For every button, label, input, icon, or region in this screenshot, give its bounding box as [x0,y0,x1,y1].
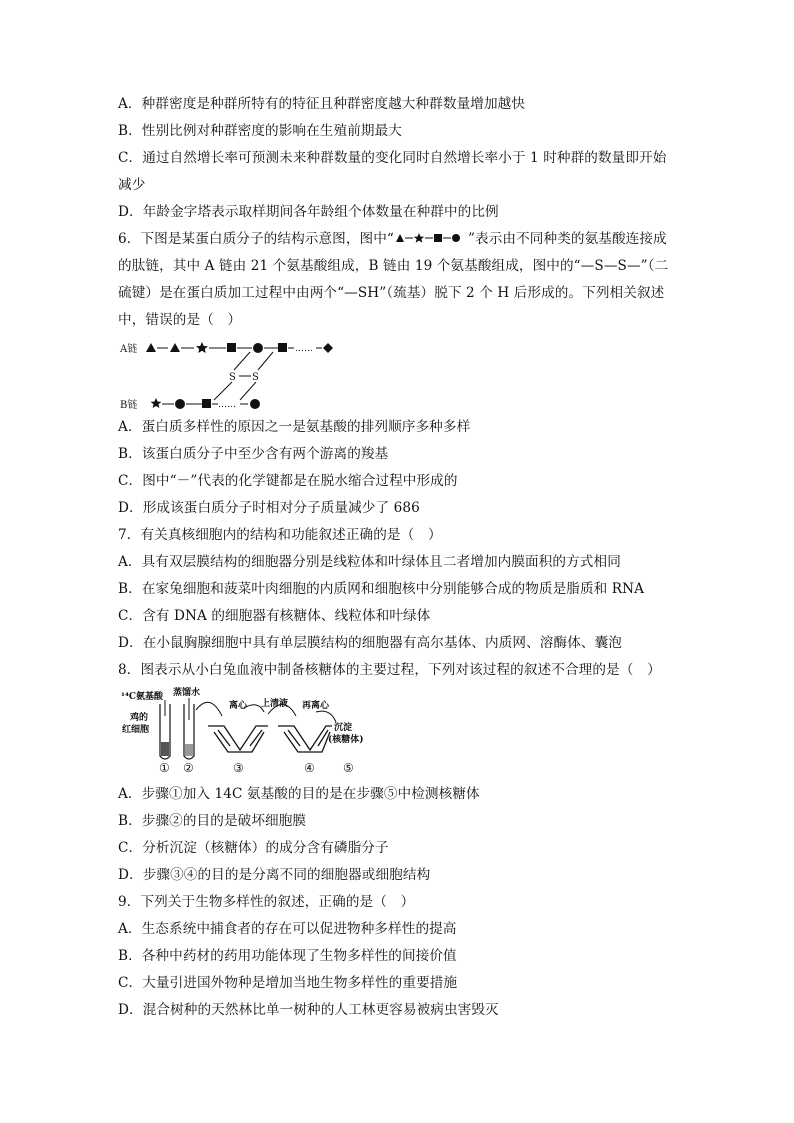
q7-option-c: C．含有 DNA 的细胞器有核糖体、线粒体和叶绿体 [118,608,431,624]
circle-residue-icon [253,343,263,353]
centrifuge-4 [278,726,332,752]
q9-stem: 9．下列关于生物多样性的叙述，正确的是（ ） [118,894,415,910]
red-cells-label: 红细胞 [122,725,150,735]
q8-option-d: D．步骤③④的目的是分离不同的细胞器或细胞结构 [118,867,431,883]
q9-option-c: C．大量引进国外物种是增加当地生物多样性的重要措施 [118,975,458,991]
recentrifuge-label: 再离心 [302,701,330,711]
square-residue-icon [227,343,236,352]
q6-stem-post: ”表示由不同种类的氨基酸连接成 [467,231,667,247]
q7-option-d: D．在小鼠胸腺细胞中具有单层膜结构的细胞器有高尔基体、内质网、溶酶体、囊泡 [118,635,622,651]
peptide-chain-symbol-icon [394,232,468,244]
q6-stem-line2: 的肽链，其中 A 链由 21 个氨基酸组成，B 链由 19 个氨基酸组成，图中的“—S—S—”（二 [118,258,669,274]
sulfur-label-2: S [252,372,259,383]
q8-option-c: C．分析沉淀（核糖体）的成分含有磷脂分子 [118,840,389,856]
amino-acid-label: ¹⁴C氨基酸 [121,692,164,702]
q6-option-b: B．该蛋白质分子中至少含有两个游离的羧基 [118,446,389,462]
tube-1 [160,700,170,759]
chain-a-label: A链 [120,344,138,355]
q5-option-a: A．种群密度是种群所特有的特征且种群密度越大种群数量增加越快 [118,96,526,112]
sulfur-label-1: S [229,372,236,383]
circle-residue-icon [250,399,260,409]
step-3-label: ③ [233,761,244,775]
q6-option-a: A．蛋白质多样性的原因之一是氨基酸的排列顺序多种多样 [118,419,471,435]
q6-stem-pre: 6．下图是某蛋白质分子的结构示意图，图中“ [118,231,394,247]
q6-option-d: D．形成该蛋白质分子时相对分子质量减少了 686 [118,500,420,516]
q9-option-b: B．各种中药材的药用功能体现了生物多样性的间接价值 [118,948,457,964]
chain-b-label: B链 [120,400,138,411]
precipitate-label: 沉淀 [334,723,353,733]
q8-option-b: B．步骤②的目的是破坏细胞膜 [118,813,307,829]
disulfide-bond [214,352,273,400]
ribosome-preparation-figure [118,686,368,776]
q7-option-a: A．具有双层膜结构的细胞器分别是线粒体和叶绿体且二者增加内膜面积的方式相同 [118,554,621,570]
diamond-residue-icon [323,343,333,353]
chain-a [146,342,333,354]
q8-option-a: A．步骤①加入 14C 氨基酸的目的是在步骤⑤中检测核糖体 [118,786,480,802]
triangle-residue-icon [146,343,156,352]
distilled-water-label: 蒸馏水 [173,688,201,698]
q9-option-a: A．生态系统中捕食者的存在可以促进物种多样性的提高 [118,921,457,937]
q8-stem: 8．图表示从小白兔血液中制备核糖体的主要过程，下列对该过程的叙述不合理的是（ ） [118,662,661,678]
centrifuge-label: 离心 [229,701,248,711]
square-residue-icon [202,399,211,408]
circle-residue-icon [175,399,185,409]
chain-a-dots: …… [295,344,313,354]
ribosome-label: (核糖体) [328,735,364,745]
q5-option-b: B．性别比例对种群密度的影响在生殖前期最大 [118,123,402,139]
star-residue-icon [196,342,208,353]
chain-b [151,398,261,410]
q5-option-d: D．年龄金字塔表示取样期间各年龄组个体数量在种群中的比例 [118,204,499,220]
q5-option-c-line2: 减少 [118,177,146,193]
triangle-residue-icon [170,343,180,352]
chicken-label: 鸡的 [130,713,149,723]
star-residue-icon [151,398,162,408]
q6-stem-line3: 硫键）是在蛋白质加工过程中由两个“—SH”（巯基）脱下 2 个 H 后形成的。下列相关叙述 [118,285,665,301]
q5-option-c-line1: C．通过自然增长率可预测未来种群数量的变化同时自然增长率小于 1 时种群的数量即开始 [118,150,667,166]
protein-structure-figure [118,338,358,414]
q6-stem-line4: 中，错误的是（ ） [118,312,242,328]
step-1-label: ① [159,761,170,775]
tube-2 [184,698,194,759]
q9-option-d: D．混合树种的天然林比单一树种的人工林更容易被病虫害毁灭 [118,1002,499,1018]
step-2-label: ② [183,761,194,775]
q7-option-b: B．在家兔细胞和菠菜叶肉细胞的内质网和细胞核中分别能够合成的物质是脂质和 RNA [118,581,645,597]
q6-option-c: C．图中“－”代表的化学键都是在脱水缩合过程中形成的 [118,473,458,489]
step-4-label: ④ [304,761,315,775]
chain-b-dots: …… [218,400,236,410]
q7-stem: 7．有关真核细胞内的结构和功能叙述正确的是（ ） [118,527,442,543]
supernatant-label: 上清液 [261,699,289,709]
centrifuge-3 [208,726,268,752]
square-residue-icon [278,343,287,352]
step-5-label: ⑤ [343,761,354,775]
q6-stem-line1 [118,230,678,248]
